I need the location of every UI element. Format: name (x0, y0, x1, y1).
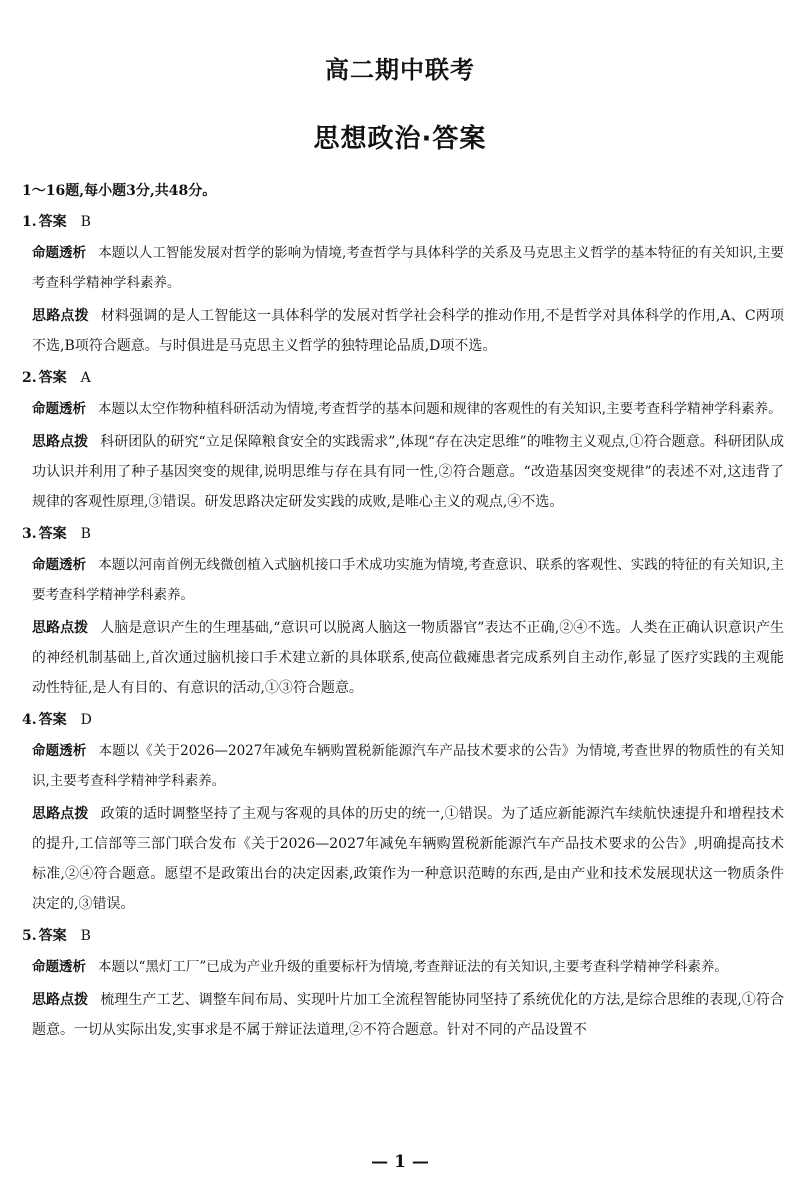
question-number: 3. (22, 526, 37, 542)
analysis-text: 本题以太空作物种植科研活动为情境,考查哲学的基本问题和规律的客观性的有关知识,主要考查科学精神学科素养。 (98, 401, 782, 417)
question-header (22, 364, 784, 394)
analysis-label: 命题透析 (32, 245, 87, 261)
answer-letter: A (80, 370, 91, 386)
question-number: 4. (22, 712, 37, 728)
reasoning-text: 材料强调的是人工智能这一具体科学的发展对哲学社会科学的推动作用,不是哲学对具体科学的作用,A、C两项不选,B项符合题意。与时俱进是马克思主义哲学的独特理论品质,D项不选。 (32, 308, 784, 354)
analysis-text: 本题以《关于2026—2027年减免车辆购置税新能源汽车产品技术要求的公告》为情境,考查世界的物质性的有关知识,主要考查科学精神学科素养。 (32, 743, 784, 789)
reasoning-paragraph (32, 613, 784, 703)
reasoning-paragraph (32, 427, 784, 517)
analysis-label: 命题透析 (32, 743, 87, 759)
answer-word: 答案 (38, 370, 67, 386)
answer-letter: B (80, 928, 91, 944)
analysis-text: 本题以河南首例无线微创植入式脑机接口手术成功实施为情境,考查意识、联系的客观性、实践的特征的有关知识,主要考查科学精神学科素养。 (32, 557, 784, 603)
section-intro: 1～16题,每小题3分,共48分。 (22, 183, 217, 199)
analysis-label: 命题透析 (32, 557, 87, 573)
answer-content (22, 178, 784, 1048)
analysis-label: 命题透析 (32, 959, 86, 975)
answer-word: 答案 (38, 928, 67, 944)
question-number: 5. (22, 928, 37, 944)
reasoning-label: 思路点拨 (32, 434, 89, 450)
analysis-paragraph (32, 736, 784, 796)
reasoning-paragraph (32, 799, 784, 919)
question-number: 2. (22, 370, 37, 386)
answer-word: 答案 (38, 712, 67, 728)
analysis-text: 本题以“黑灯工厂”已成为产业升级的重要标杆为情境,考查辩证法的有关知识,主要考查科学精神学科素养。 (98, 959, 728, 975)
question-2 (22, 364, 784, 517)
reasoning-paragraph (32, 985, 784, 1045)
answer-word: 答案 (38, 526, 67, 542)
question-header (22, 208, 784, 238)
reasoning-paragraph (32, 301, 784, 361)
question-header (22, 922, 784, 952)
reasoning-label: 思路点拨 (32, 308, 89, 324)
answer-letter: D (80, 712, 92, 728)
reasoning-label: 思路点拨 (32, 992, 89, 1008)
answer-letter: B (80, 214, 91, 230)
question-5 (22, 922, 784, 1045)
answer-word: 答案 (38, 214, 67, 230)
reasoning-text: 科研团队的研究“立足保障粮食安全的实践需求”,体现“存在决定思维”的唯物主义观点,①符合题意。科研团队成功认识并利用了种子基因突变的规律,说明思维与存在具有同一性,②符合题意。“改造基因突变规律”的表述不对,这违背了规律的客观性原理,③错误。研发思路决定研发实践的成败,是唯心主义的观点,④不选。 (32, 434, 784, 510)
question-header (22, 706, 784, 736)
analysis-paragraph (32, 238, 784, 298)
analysis-paragraph (32, 550, 784, 610)
reasoning-text: 梳理生产工艺、调整车间布局、实现叶片加工全流程智能协同坚持了系统优化的方法,是综合思维的表现,①符合题意。一切从实际出发,实事求是不属于辩证法道理,②不符合题意。针对不同的产品设置不 (32, 992, 784, 1038)
analysis-label: 命题透析 (32, 401, 86, 417)
exam-subtitle: 思想政治·答案 (313, 124, 487, 154)
reasoning-label: 思路点拨 (32, 806, 89, 822)
question-3 (22, 520, 784, 703)
exam-title: 高二期中联考 (325, 56, 475, 84)
page-number: — 1 — (371, 1152, 429, 1172)
question-1 (22, 208, 784, 361)
question-header (22, 520, 784, 550)
analysis-paragraph (32, 394, 784, 424)
analysis-paragraph (32, 952, 784, 982)
question-number: 1. (22, 214, 37, 230)
reasoning-label: 思路点拨 (32, 620, 89, 636)
analysis-text: 本题以人工智能发展对哲学的影响为情境,考查哲学与具体科学的关系及马克思主义哲学的基本特征的有关知识,主要考查科学精神学科素养。 (32, 245, 784, 291)
reasoning-text: 人脑是意识产生的生理基础,“意识可以脱离人脑这一物质器官”表达不正确,②④不选。人类在正确认识意识产生的神经机制基础上,首次通过脑机接口手术建立新的具体联系,使高位截瘫患者完成系列自主动作,彰显了医疗实践的主观能动性特征,是人有目的、有意识的活动,①③符合题意。 (32, 620, 785, 696)
question-4 (22, 706, 784, 919)
reasoning-text: 政策的适时调整坚持了主观与客观的具体的历史的统一,①错误。为了适应新能源汽车续航快速提升和增程技术的提升,工信部等三部门联合发布《关于2026—2027年减免车辆购置税新能源汽车产品技术要求的公告》,明确提高技术标准,②④符合题意。愿望不是政策出台的决定因素,政策作为一种意识范畴的东西,是由产业和技术发展现状这一物质条件决定的,③错误。 (32, 806, 785, 912)
answer-letter: B (80, 526, 91, 542)
